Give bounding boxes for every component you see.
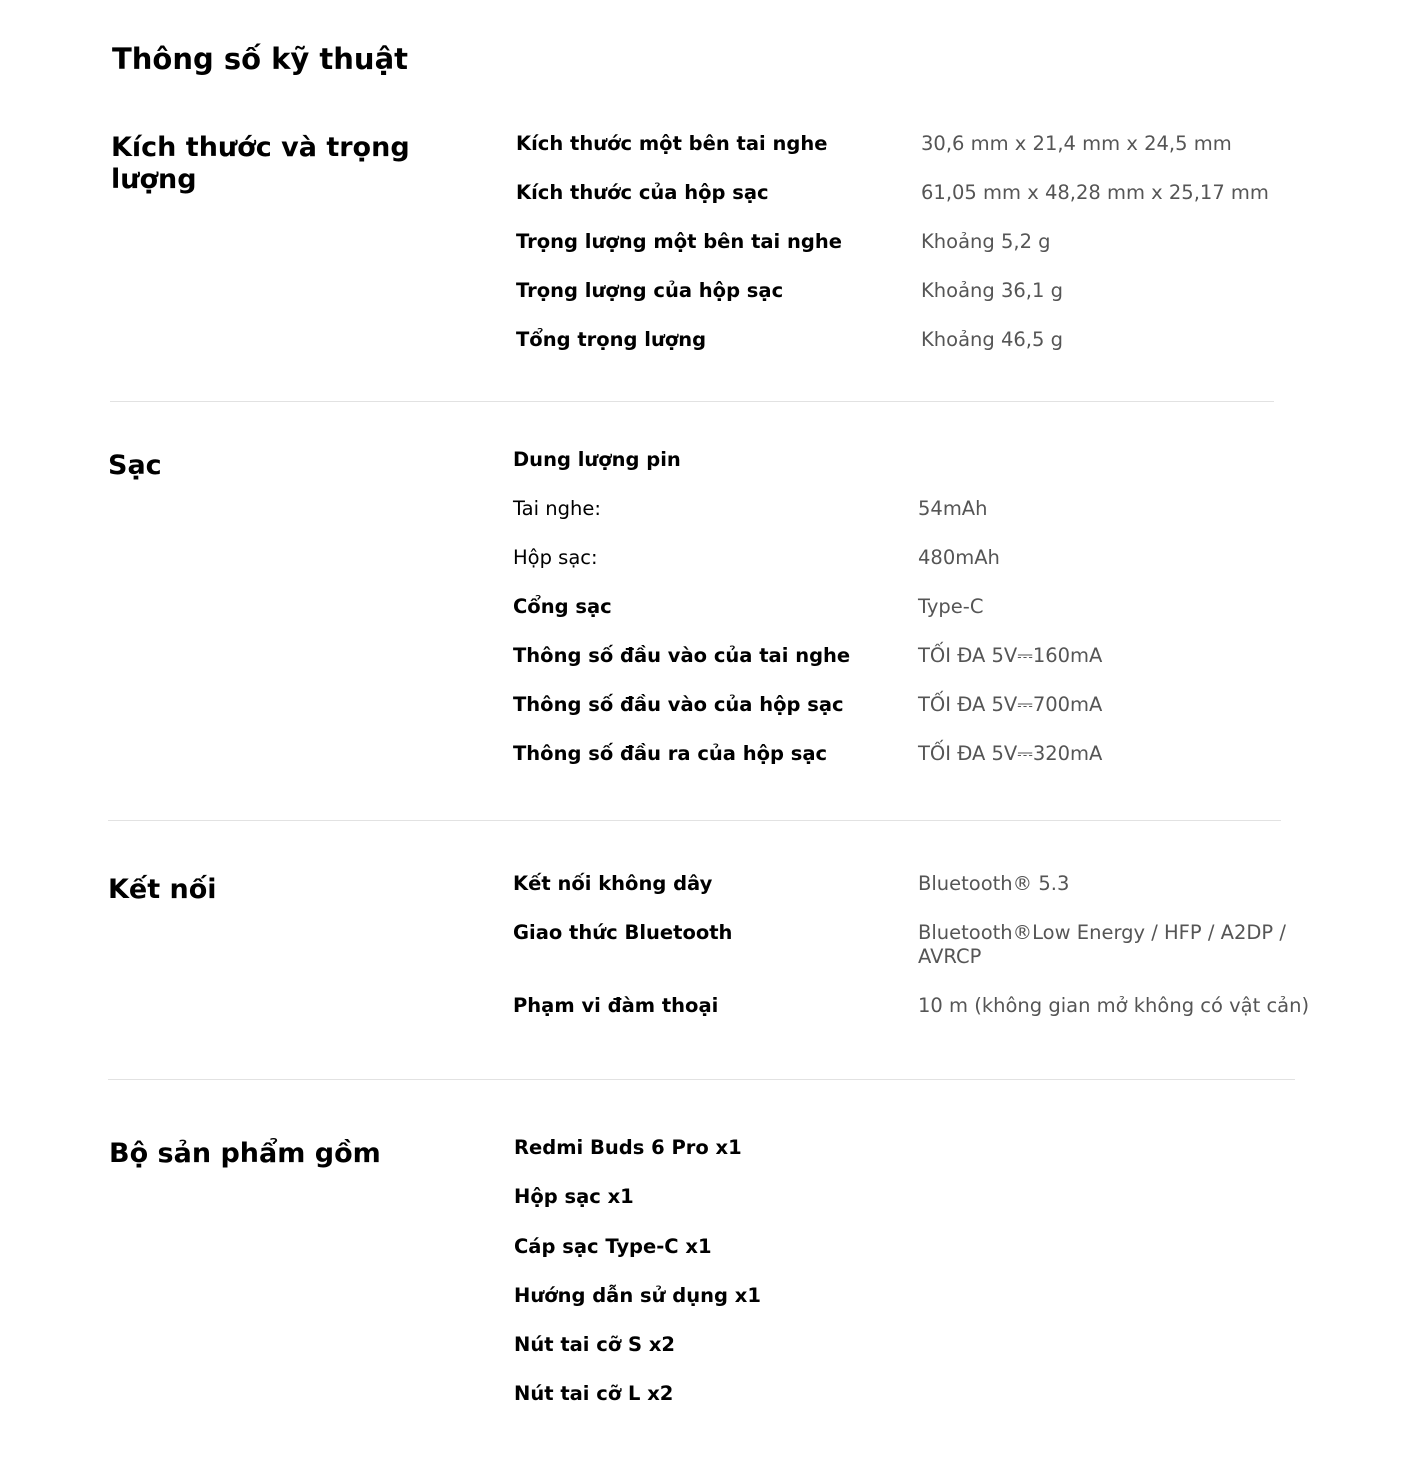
section-charging bbox=[108, 448, 1308, 778]
spec-label: Hộp sạc: bbox=[513, 546, 598, 569]
spec-value: TỐI ĐA 5V⎓700mA bbox=[918, 693, 1103, 716]
spec-label: Tổng trọng lượng bbox=[516, 328, 707, 351]
section-dimensions bbox=[111, 132, 1311, 372]
spec-row bbox=[111, 181, 1311, 211]
box-item-label: Hướng dẫn sử dụng x1 bbox=[514, 1284, 761, 1307]
spec-label: Cổng sạc bbox=[513, 595, 612, 618]
spec-label: Dung lượng pin bbox=[513, 448, 681, 471]
spec-value: 61,05 mm x 48,28 mm x 25,17 mm bbox=[921, 181, 1269, 204]
spec-value: Type-C bbox=[918, 595, 984, 618]
spec-row bbox=[108, 921, 1308, 975]
spec-row bbox=[108, 693, 1308, 723]
box-item bbox=[109, 1235, 1309, 1265]
section-title: Kích thước và trọng lượng bbox=[111, 132, 410, 195]
box-item bbox=[109, 1136, 1309, 1166]
spec-value: Bluetooth®Low Energy / HFP / A2DP / AVRCP bbox=[918, 921, 1286, 968]
spec-label: Giao thức Bluetooth bbox=[513, 921, 733, 944]
spec-value: TỐI ĐA 5V⎓160mA bbox=[918, 644, 1103, 667]
spec-label: Trọng lượng một bên tai nghe bbox=[516, 230, 842, 253]
spec-row bbox=[111, 230, 1311, 260]
spec-row bbox=[108, 595, 1308, 625]
spec-value: Khoảng 36,1 g bbox=[921, 279, 1063, 302]
spec-label: Trọng lượng của hộp sạc bbox=[516, 279, 784, 302]
section-divider bbox=[108, 820, 1281, 821]
spec-row bbox=[111, 132, 1311, 162]
box-item bbox=[109, 1382, 1309, 1412]
box-item-label: Cáp sạc Type-C x1 bbox=[514, 1235, 712, 1258]
section-connectivity bbox=[108, 872, 1308, 1032]
spec-label: Kích thước một bên tai nghe bbox=[516, 132, 828, 155]
spec-row bbox=[108, 497, 1308, 527]
section-title: Bộ sản phẩm gồm bbox=[109, 1138, 381, 1169]
section-divider bbox=[108, 1079, 1295, 1080]
spec-label: Thông số đầu vào của hộp sạc bbox=[513, 693, 844, 716]
spec-value: 54mAh bbox=[918, 497, 988, 520]
box-item bbox=[109, 1333, 1309, 1363]
spec-label: Kết nối không dây bbox=[513, 872, 713, 895]
box-item bbox=[109, 1185, 1309, 1215]
spec-label: Thông số đầu ra của hộp sạc bbox=[513, 742, 828, 765]
spec-value: TỐI ĐA 5V⎓320mA bbox=[918, 742, 1103, 765]
spec-row bbox=[108, 644, 1308, 674]
box-item-label: Redmi Buds 6 Pro x1 bbox=[514, 1136, 742, 1159]
spec-label: Kích thước của hộp sạc bbox=[516, 181, 769, 204]
spec-row bbox=[111, 328, 1311, 358]
section-in-the-box bbox=[109, 1136, 1309, 1416]
page-title: Thông số kỹ thuật bbox=[112, 42, 409, 76]
section-title: Sạc bbox=[108, 450, 162, 481]
box-item bbox=[109, 1284, 1309, 1314]
spec-value: Bluetooth® 5.3 bbox=[918, 872, 1070, 895]
box-item-label: Nút tai cỡ L x2 bbox=[514, 1382, 674, 1405]
spec-row bbox=[108, 448, 1308, 478]
spec-label: Thông số đầu vào của tai nghe bbox=[513, 644, 851, 667]
spec-value: Khoảng 5,2 g bbox=[921, 230, 1051, 253]
spec-row bbox=[108, 546, 1308, 576]
spec-value: 480mAh bbox=[918, 546, 1000, 569]
spec-row bbox=[111, 279, 1311, 309]
box-item-label: Nút tai cỡ S x2 bbox=[514, 1333, 675, 1356]
spec-value: 10 m (không gian mở không có vật cản) bbox=[918, 994, 1310, 1017]
section-title: Kết nối bbox=[108, 874, 217, 905]
box-item-label: Hộp sạc x1 bbox=[514, 1185, 634, 1208]
spec-value: 30,6 mm x 21,4 mm x 24,5 mm bbox=[921, 132, 1232, 155]
section-divider bbox=[110, 401, 1274, 402]
spec-label: Phạm vi đàm thoại bbox=[513, 994, 719, 1017]
spec-row bbox=[108, 742, 1308, 772]
spec-label: Tai nghe: bbox=[513, 497, 601, 520]
spec-row bbox=[108, 994, 1308, 1024]
spec-row bbox=[108, 872, 1308, 902]
spec-value: Khoảng 46,5 g bbox=[921, 328, 1063, 351]
